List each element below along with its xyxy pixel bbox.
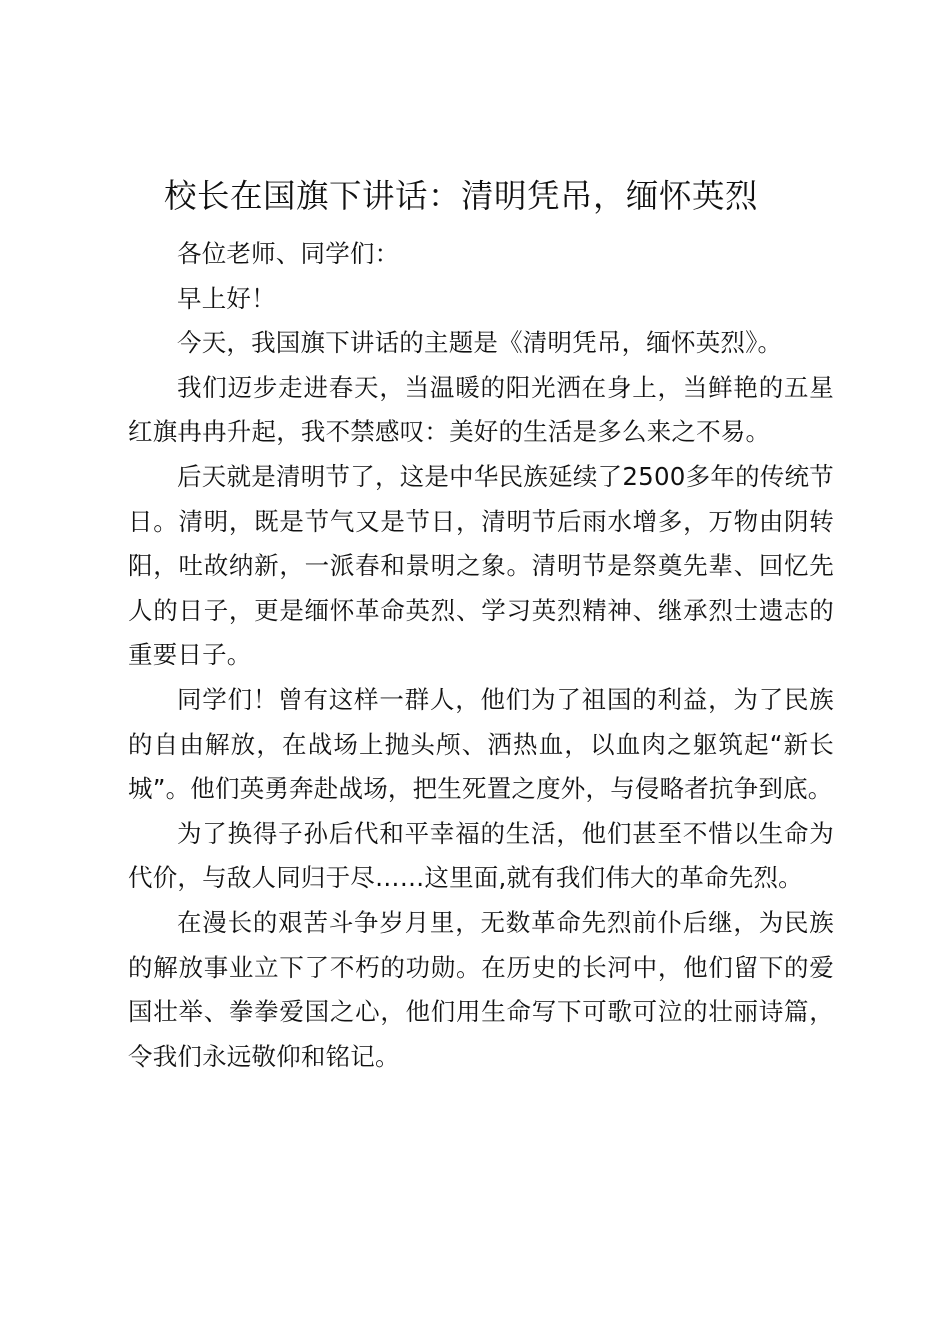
paragraph-qingming: 后天就是清明节了，这是中华民族延续了2500多年的传统节日。清明，既是节气又是节日，清明节后雨水增多，万物由阴转阳，吐故纳新，一派春和景明之象。清明节是祭奠先辈、回忆先人的日子，更是缅怀革命英烈、学习英烈精神、继承烈士遗志的重要日子。 xyxy=(128,461,834,670)
paragraph-sacrifice: 为了换得子孙后代和平幸福的生活，他们甚至不惜以生命为代价，与敌人同归于尽……这里面,就有我们伟大的革命先烈。 xyxy=(128,818,834,893)
paragraph-topic: 今天，我国旗下讲话的主题是《清明凭吊，缅怀英烈》。 xyxy=(177,328,783,358)
document-body xyxy=(128,172,834,1079)
paragraph-greeting: 早上好！ xyxy=(177,283,276,313)
paragraph-history: 在漫长的艰苦斗争岁月里，无数革命先烈前仆后继，为民族的解放事业立下了不朽的功勋。在历史的长河中，他们留下的爱国壮举、拳拳爱国之心，他们用生命写下可歌可泣的壮丽诗篇，令我们永远敬仰和铭记。 xyxy=(128,907,834,1071)
paragraph-salutation: 各位老师、同学们： xyxy=(177,239,400,268)
paragraph-spring: 我们迈步走进春天，当温暖的阳光洒在身上，当鲜艳的五星红旗冉冉升起，我不禁感叹：美好的生活是多么来之不易。 xyxy=(128,372,834,447)
document-title: 校长在国旗下讲话：清明凭吊，缅怀英烈 xyxy=(164,177,759,215)
paragraph-heroes: 同学们！曾有这样一群人，他们为了祖国的利益，为了民族的自由解放，在战场上抛头颅、洒热血，以血肉之躯筑起“新长城”。他们英勇奔赴战场，把生死置之度外，与侵略者抗争到底。 xyxy=(128,684,834,804)
